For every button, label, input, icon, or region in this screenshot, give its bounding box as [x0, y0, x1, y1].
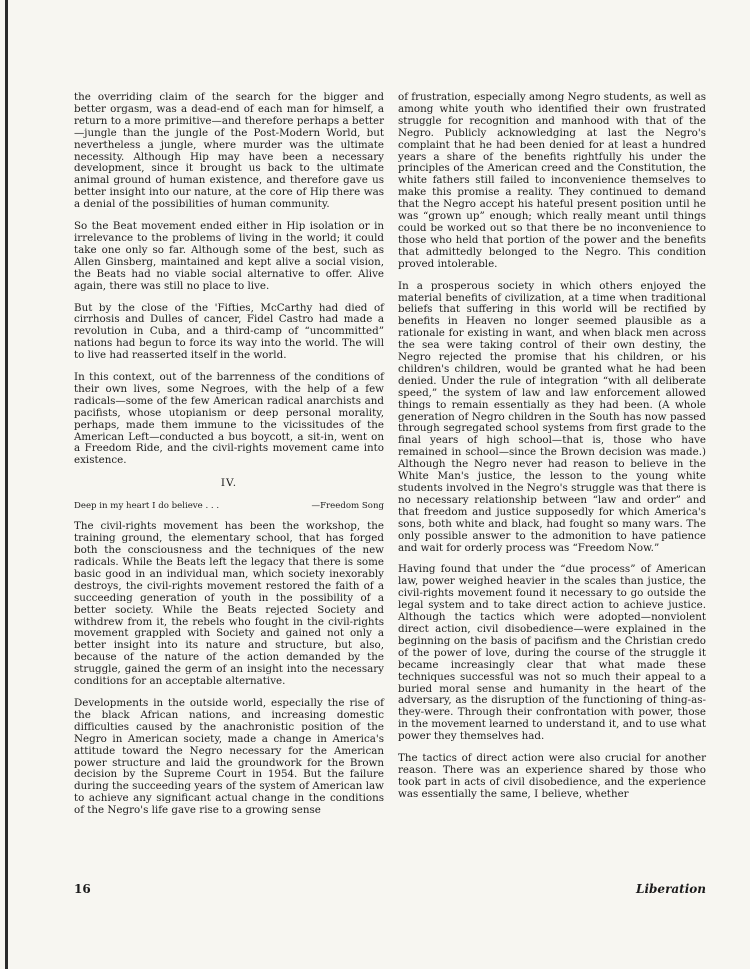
epigraph-source: —Freedom Song [311, 501, 384, 512]
paragraph: The tactics of direct action were also crucial for another reason. There was an experience shared by those who took part in acts of civil disobedience, and the experience was essentially the same, I believe, whether [398, 752, 706, 800]
left-column [74, 92, 384, 827]
paragraph: But by the close of the 'Fifties, McCarthy had died of cirrhosis and Dulles of cancer, Fidel Castro had made a revolution in Cuba, and a third-camp of “uncommitted” nations had begun to force its way into the world. The will to live had reasserted itself in the world. [74, 301, 384, 362]
paragraph: Having found that under the “due process” of American law, power weighed heavier in the scales than justice, the civil-rights movement found it necessary to go outside the legal system and to take direct action to achieve justice. Although the tactics which were adopted—nonviolent direct action, civil disobedience—were explained in the beginning on the basis of pacifism and the Christian credo of the power of love, during the course of the struggle it became increasingly clear that what made these techniques successful was not so much their appeal to a buried moral sense and humanity in the heart of the adversary, as the disruption of the functioning of thing-as-they-were. Through their confrontation with power, those in the movement learned to understand it, and to use what power they themselves had. [398, 563, 706, 743]
paragraph: So the Beat movement ended either in Hip isolation or in irrelevance to the problems of living in the world; it could take one only so far. Although some of the best, such as Allen Ginsberg, maintained and kept alive a social vision, the Beats had no viable social alternative to offer. Alive again, there was still no place to live. [74, 220, 384, 292]
paragraph: In a prosperous society in which others enjoyed the material benefits of civilization, at a time when traditional beliefs that suffering in this world will be rectified by benefits in Heaven no longer seemed plausible as a rationale for existing in want, and when black men across the sea were taking control of their own destiny, the Negro rejected the promise that his children, or his children's children, would be granted what he had been denied. Under the rule of integration “with all deliberate speed,” the system of law and law enforcement allowed things to remain essentially as they had been. (A whole generation of Negro children in the South has now passed through segregated school systems from first grade to the final years of high school—that is, those who have remained in school—since the Brown decision was made.) Although the Negro never had reason to believe in the White Man's justice, the lesson to the young white students involved in the Negro's struggle was that there is no necessary relationship between “law and order” and that freedom and justice supposedly for which America's sons, both white and black, had fought so many wars. The only possible answer to the admonition to have patience and wait for orderly process was “Freedom Now.” [398, 279, 706, 554]
epigraph-text: Deep in my heart I do believe . . . [74, 501, 220, 512]
right-column [398, 92, 706, 811]
section-heading: IV. [220, 477, 238, 490]
paragraph: Developments in the outside world, especially the rise of the black African nations, and increasing domestic difficulties caused by the anachronistic position of the Negro in American society, made a change in America's attitude toward the Negro necessary for the American power structure and laid the groundwork for the Brown decision by the Supreme Court in 1954. But the failure during the succeeding years of the system of American law to achieve any significant actual change in the conditions of the Negro's life gave rise to a growing sense [74, 696, 384, 817]
binding-edge [5, 0, 8, 969]
publication-name: Liberation [636, 882, 706, 896]
paragraph: the overriding claim of the search for the bigger and better orgasm, was a dead-end of each man for himself, a return to a more primitive—and therefore perhaps a better—jungle than the jungle of the Post-Modern World, but nevertheless a jungle, where murder was the ultimate necessity. Although Hip may have been a necessary development, since it brought us back to the ultimate animal ground of human existence, and therefore gave us better insight into our nature, at the core of Hip there was a denial of the possibilities of human community. [74, 91, 384, 211]
page-number: 16 [74, 882, 91, 896]
paragraph: In this context, out of the barrenness of the conditions of their own lives, some Negroes, with the help of a few radicals—some of the few American radical anarchists and pacifists, whose utopianism or deep personal morality, perhaps, made them immune to the vicissitudes of the American Left—conducted a bus boycott, a sit-in, went on a Freedom Ride, and the civil-rights movement came into existence. [74, 371, 384, 467]
epigraph [74, 501, 384, 511]
paragraph: The civil-rights movement has been the workshop, the training ground, the elementary school, that has forged both the consciousness and the techniques of the new radicals. While the Beats left the legacy that there is some basic good in an individual man, which society inexorably destroys, the civil-rights movement restored the faith of a succeeding generation of youth in the possibility of a better society. While the Beats rejected Society and withdrew from it, the rebels who fought in the civil-rights movement grappled with Society and gained not only a better insight into its nature and structure, but also, because of the nature of the action demanded by the struggle, gained the germ of an insight into the necessary conditions for an acceptable alternative. [74, 520, 384, 688]
paragraph: of frustration, especially among Negro students, as well as among white youth who identified their own frustrated struggle for recognition and manhood with that of the Negro. Publicly acknowledging at last the Negro's complaint that he had been denied for at least a hundred years a share of the benefits rightfully his under the principles of the American creed and the Constitution, the white fathers still failed to inconvenience themselves to make this promise a reality. They continued to demand that the Negro accept his hateful present position until he was “grown up” enough; which really meant until things could be worked out so that there be no inconvenience to those who held that portion of the power and the benefits that admittedly belonged to the Negro. This condition proved intolerable. [398, 91, 706, 270]
